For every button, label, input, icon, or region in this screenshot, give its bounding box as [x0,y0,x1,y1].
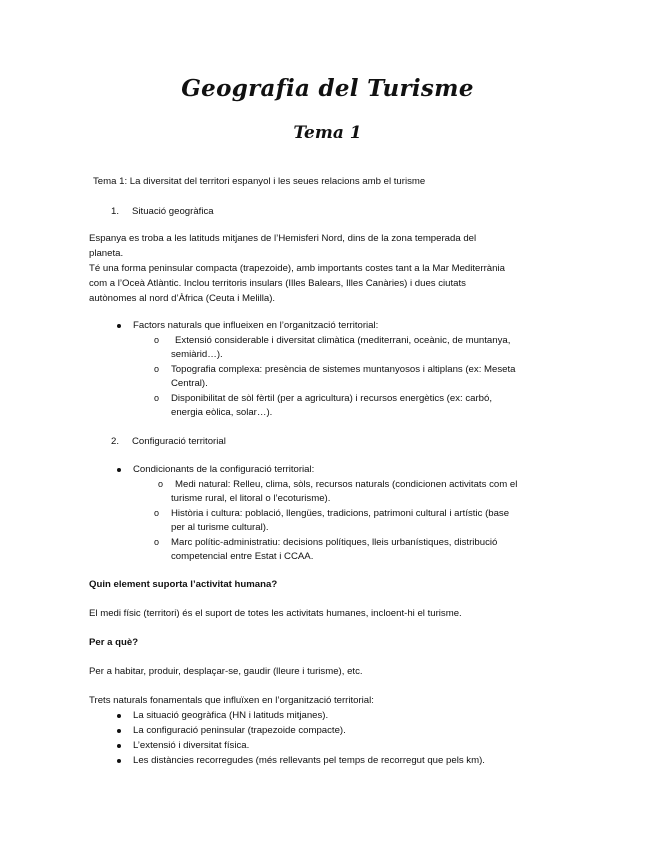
intro-line: planeta. [89,248,124,259]
section-heading-1 [111,204,214,219]
trait-item: L’extensió i diversitat física. [133,740,250,751]
topic-heading: Tema 1: La diversitat del territori espanyol i les seues relacions amb el turisme [93,176,426,187]
factor-item: Topografia complexa: presència de sistemes muntanyosos i altiplans (ex: Meseta [171,364,516,375]
bullet-icon [117,468,121,472]
section-heading-2 [111,434,226,449]
circle-bullet-icon: o [158,479,164,489]
intro-line: Té una forma peninsular compacta (trapezoide), amb importants costes tant a la Mar Mediterrània [89,263,505,274]
answer-2: Per a habitar, produir, desplaçar-se, gaudir (lleure i turisme), etc. [89,666,363,677]
condicionant-item-continued: competencial entre Estat i CCAA. [171,551,314,562]
condicionants-label: Condicionants de la configuració territorial: [133,464,315,475]
factor-item-continued: Central). [171,378,208,389]
circle-bullet-icon: o [154,537,160,547]
condicionant-item: Història i cultura: població, llengües, tradicions, patrimoni cultural i artístic (base [171,508,510,519]
document-subtitle: Tema 1 [293,123,362,143]
section-title: Configuració territorial [132,436,226,447]
factor-item: Disponibilitat de sòl fèrtil (per a agricultura) i recursos energètics (ex: carbó, [171,393,492,404]
condicionant-item: Medi natural: Relleu, clima, sòls, recursos naturals (condicionen activitats com el [175,479,518,490]
circle-bullet-icon: o [154,364,160,374]
section-title: Situació geogràfica [132,206,214,217]
question-2: Per a què? [89,637,139,648]
trait-item: La situació geogràfica (HN i latituds mitjanes). [133,710,329,721]
factors-label: Factors naturals que influeixen en l’organització territorial: [133,320,379,331]
bullet-icon [117,759,121,763]
answer-1: El medi físic (territori) és el suport de totes les activitats humanes, incloent-hi el turisme. [89,608,462,619]
question-1: Quin element suporta l’activitat humana? [89,579,278,590]
intro-line: com a l’Oceà Atlàntic. Inclou territoris insulars (Illes Balears, Illes Canàries) i dues ciutats [89,278,466,289]
circle-bullet-icon: o [154,393,160,403]
bullet-icon [117,324,121,328]
circle-bullet-icon: o [154,508,160,518]
factor-item-continued: energia eòlica, solar…). [171,407,273,418]
condicionant-item-continued: turisme rural, el litoral o l’ecoturisme). [171,493,331,504]
traits-label: Trets naturals fonamentals que influïxen en l’organització territorial: [89,695,374,706]
document-title: Geografia del Turisme [181,75,474,102]
factor-item: Extensió considerable i diversitat climàtica (mediterrani, oceànic, de muntanya, [175,335,511,346]
bullet-icon [117,744,121,748]
section-number: 1. [111,206,120,217]
condicionant-item-continued: per al turisme cultural). [171,522,269,533]
trait-item: La configuració peninsular (trapezoide compacte). [133,725,346,736]
condicionant-item: Marc polític-administratiu: decisions polítiques, lleis urbanístiques, distribució [171,537,498,548]
bullet-icon [117,714,121,718]
intro-line: Espanya es troba a les latituds mitjanes de l’Hemisferi Nord, dins de la zona temperada del [89,233,477,244]
factor-item-continued: semiàrid…). [171,349,223,360]
bullet-icon [117,729,121,733]
circle-bullet-icon: o [154,335,160,345]
section-number: 2. [111,436,120,447]
intro-line: autònomes al nord d’Àfrica (Ceuta i Melilla). [89,293,276,304]
trait-item: Les distàncies recorregudes (més rellevants pel temps de recorregut que pels km). [133,755,485,766]
